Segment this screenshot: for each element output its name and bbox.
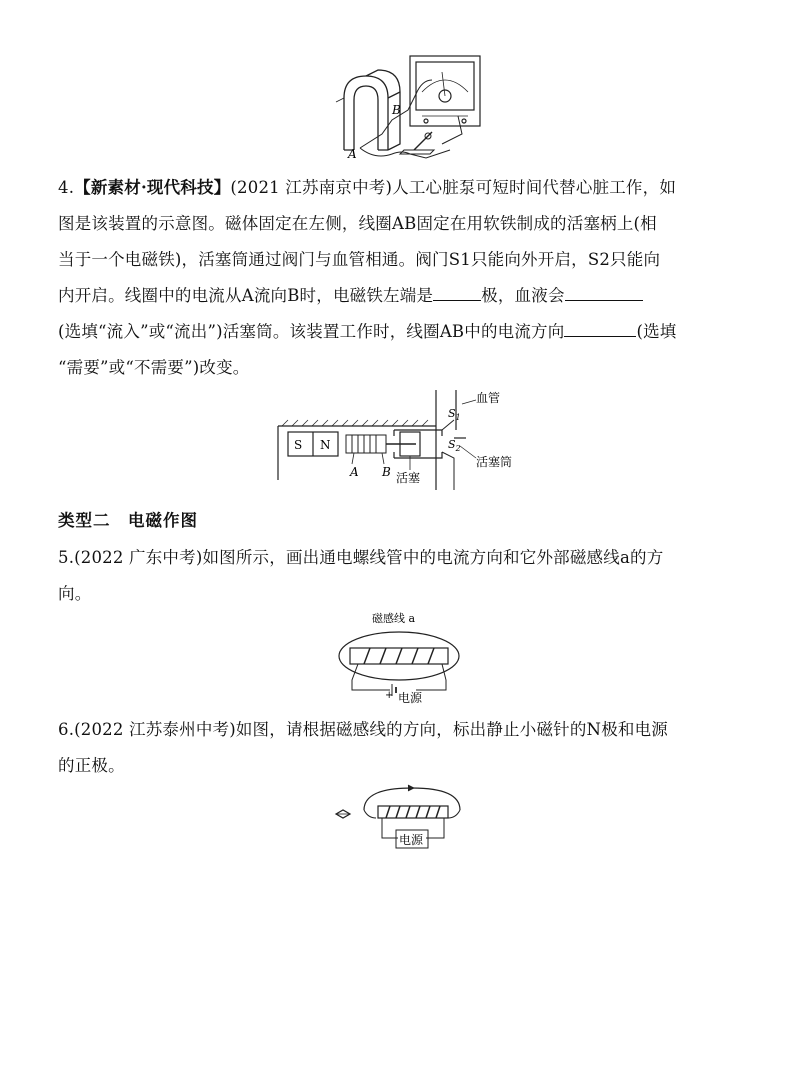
label-b: B (392, 103, 401, 117)
figure-heart-pump (276, 390, 526, 490)
q4-line-4 (58, 278, 748, 314)
hatching (282, 420, 428, 426)
cylinder-label: 活塞筒 (476, 455, 513, 469)
wire-right (416, 664, 446, 690)
coil (346, 435, 386, 453)
question-5 (58, 540, 748, 612)
u-magnet (336, 70, 400, 150)
plus-sign: + (385, 690, 394, 701)
wire (360, 80, 462, 158)
q4-tag: 【新素材·现代科技】 (74, 178, 231, 197)
q5-line-2: 向。 (58, 584, 92, 603)
vessel-label: 血管 (476, 391, 501, 405)
q4-line-3: 当于一个电磁铁)，活塞筒通过阀门与血管相通。阀门S1只能向外开启，S2只能向 (58, 250, 661, 269)
power-label: 电源 (398, 691, 423, 705)
q4-blank-current[interactable] (564, 318, 636, 337)
valve-s2-label: $S_2$ (448, 438, 461, 453)
field-line-label: 磁感线 a (372, 612, 416, 625)
q4-line-1 (58, 170, 748, 206)
q4-line-5 (58, 314, 748, 350)
q4-line1-text: (2021 江苏南京中考)人工心脏泵可短时间代替心脏工作，如 (230, 178, 677, 197)
question-6 (58, 712, 748, 784)
q4-blank-pole[interactable] (433, 282, 481, 301)
magnet-s-label: S (294, 438, 303, 452)
coil-a-label: A (350, 465, 359, 479)
q4-blank-blood[interactable] (565, 282, 643, 301)
galvanometer (410, 56, 480, 126)
power-label: 电源 (399, 833, 424, 847)
label-a: A (348, 147, 357, 161)
wire-right (426, 818, 444, 838)
figure-solenoid-q5 (330, 610, 470, 706)
q4-line4-b: 极，血液会 (481, 286, 565, 305)
question-4 (58, 170, 748, 386)
q4-line5-a: (选填“流入”或“流出”)活塞筒。该装置工作时，线圈AB中的电流方向 (58, 322, 565, 341)
magnet-n-label: N (320, 438, 331, 452)
q6-line-2: 的正极。 (58, 756, 125, 775)
q4-line-6: “需要”或“不需要”)改变。 (58, 358, 250, 377)
q4-line5-b: (选填 (636, 322, 677, 341)
valve-s1-label: $S_1$ (448, 407, 461, 422)
figure-galvanometer-magnet (330, 50, 490, 165)
figure-solenoid-q6 (330, 782, 470, 860)
coil-b-label: B (382, 465, 391, 479)
switch (400, 132, 434, 154)
field-direction-arrow-icon (408, 785, 414, 791)
q6-line-1: 6.(2022 江苏泰州中考)如图，请根据磁感线的方向，标出静止小磁针的N极和电源 (58, 720, 668, 739)
q4-line-2: 图是该装置的示意图。磁体固定在左侧，线圈AB固定在用软铁制成的活塞柄上(相 (58, 214, 657, 233)
q4-number: 4. (58, 178, 75, 197)
section-title: 类型二 电磁作图 (58, 511, 198, 530)
q4-line4-a: 内开启。线圈中的电流从A流向B时，电磁铁左端是 (58, 286, 434, 305)
piston-label: 活塞 (396, 471, 421, 485)
q5-line-1: 5.(2022 广东中考)如图所示，画出通电螺线管中的电流方向和它外部磁感线a的方 (58, 548, 664, 567)
